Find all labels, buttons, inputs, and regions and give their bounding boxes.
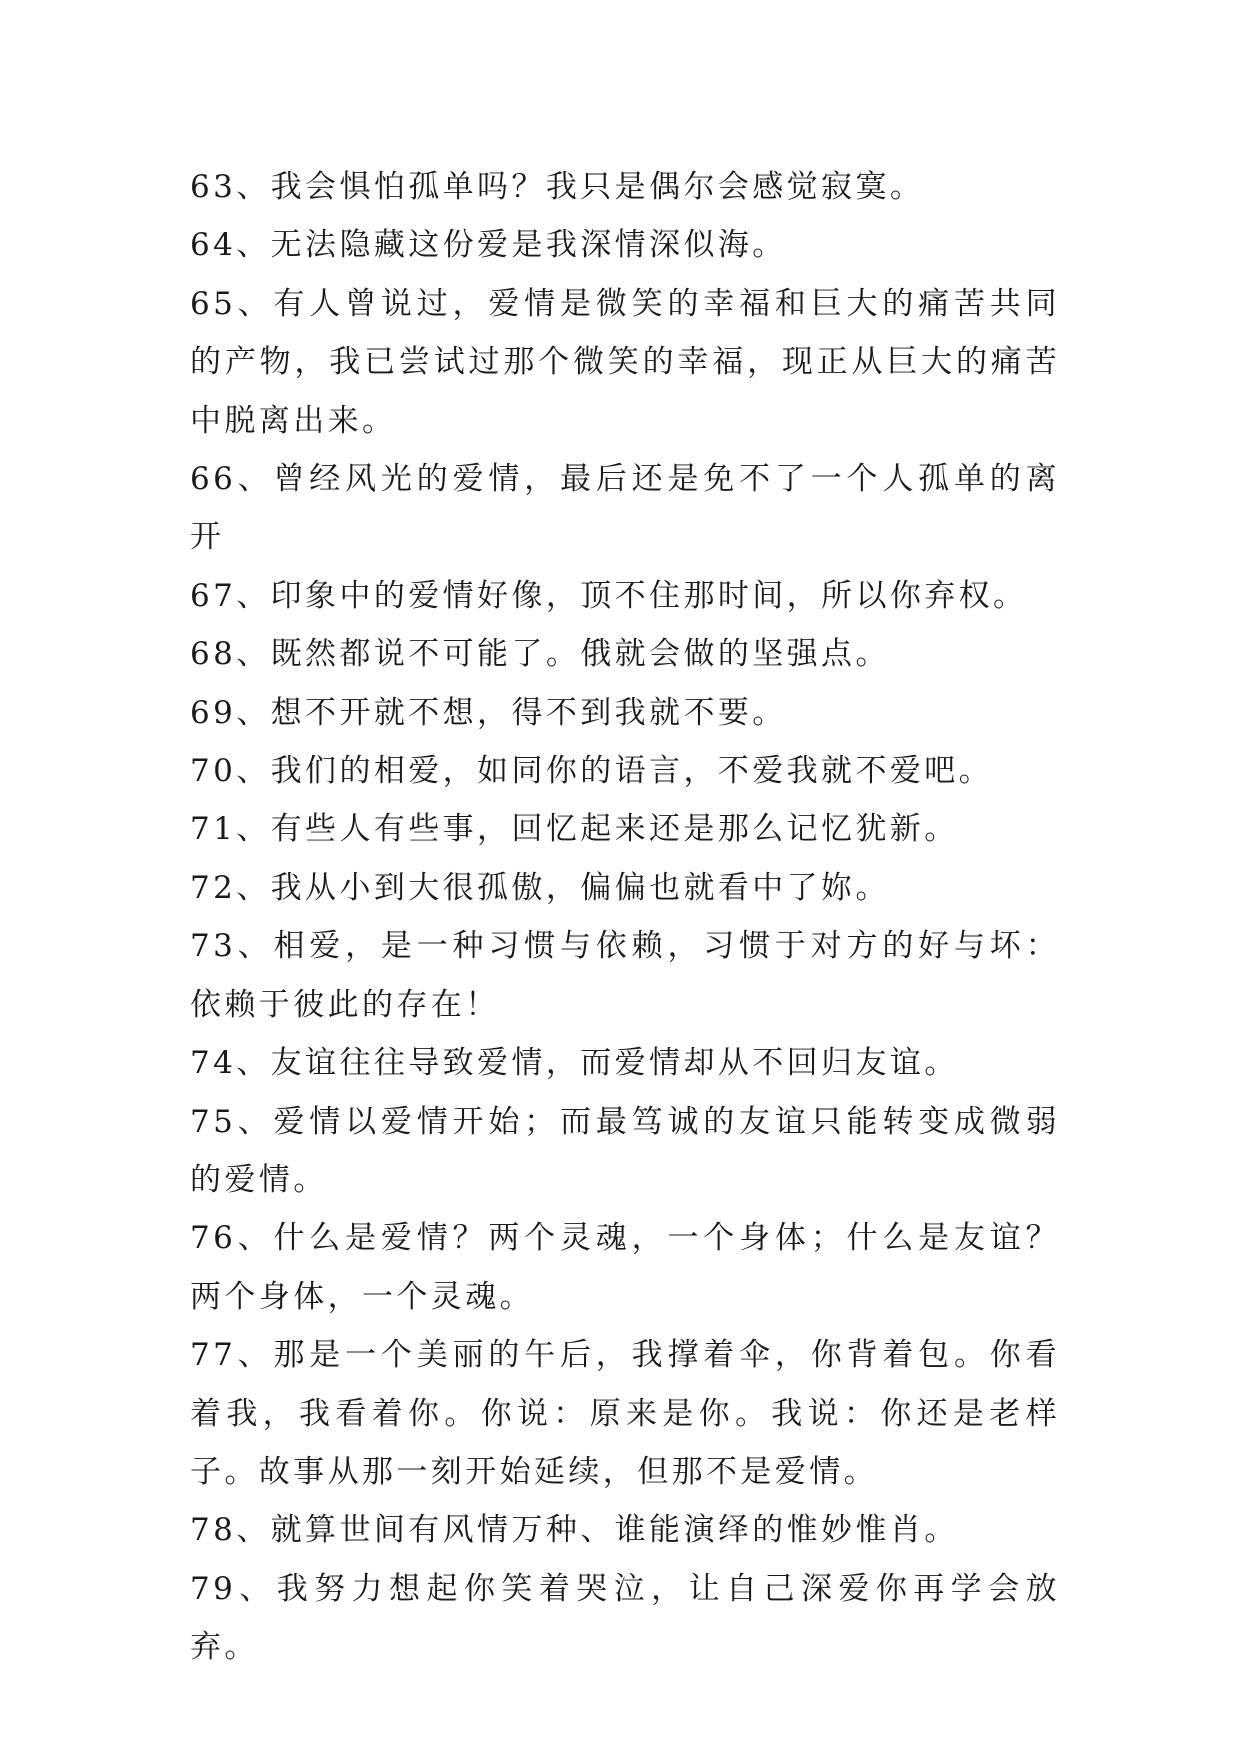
paragraph-76: 76、什么是爱情？两个灵魂，一个身体；什么是友谊？两个身体，一个灵魂。 (190, 1220, 1060, 1315)
paragraph-77: 77、那是一个美丽的午后，我撑着伞，你背着包。你看着我，我看着你。你说：原来是你。我说：你还是老样子。故事从那一刻开始延续，但那不是爱情。 (190, 1337, 1060, 1490)
paragraph-71: 71、有些人有些事，回忆起来还是那么记忆犹新。 (190, 811, 959, 848)
paragraph-65: 65、有人曾说过，爱情是微笑的幸福和巨大的痛苦共同的产物，我已尝试过那个微笑的幸福，现正从巨大的痛苦中脱离出来。 (190, 285, 1060, 439)
paragraph-67: 67、印象中的爱情好像，顶不住那时间，所以你弃权。 (190, 577, 1028, 614)
paragraph-64: 64、无法隐藏这份爱是我深情深似海。 (190, 227, 787, 264)
paragraph-70: 70、我们的相爱，如同你的语言，不爱我就不爱吧。 (190, 753, 994, 790)
paragraph-63: 63、我会惧怕孤单吗？我只是偶尔会感觉寂寞。 (190, 169, 925, 205)
paragraph-66: 66、曾经风光的爱情，最后还是免不了一个人孤单的离开 (190, 461, 1060, 556)
paragraph-79: 79、我努力想起你笑着哭泣，让自己深爱你再学会放弃。 (190, 1570, 1060, 1666)
paragraph-72: 72、我从小到大很孤傲，偏偏也就看中了妳。 (190, 869, 890, 906)
paragraph-68: 68、既然都说不可能了。俄就会做的坚强点。 (190, 636, 890, 673)
paragraph-73: 73、相爱，是一种习惯与依赖，习惯于对方的好与坏：依赖于彼此的存在！ (190, 928, 1060, 1023)
paragraph-69: 69、想不开就不想，得不到我就不要。 (190, 694, 787, 731)
paragraph-74: 74、友谊往往导致爱情，而爱情却从不回归友谊。 (190, 1045, 959, 1082)
document-body (190, 158, 1060, 1677)
paragraph-75: 75、爱情以爱情开始；而最笃诚的友谊只能转变成微弱的爱情。 (190, 1103, 1060, 1198)
paragraph-78: 78、就算世间有风情万种、谁能演绎的惟妙惟肖。 (190, 1512, 959, 1549)
